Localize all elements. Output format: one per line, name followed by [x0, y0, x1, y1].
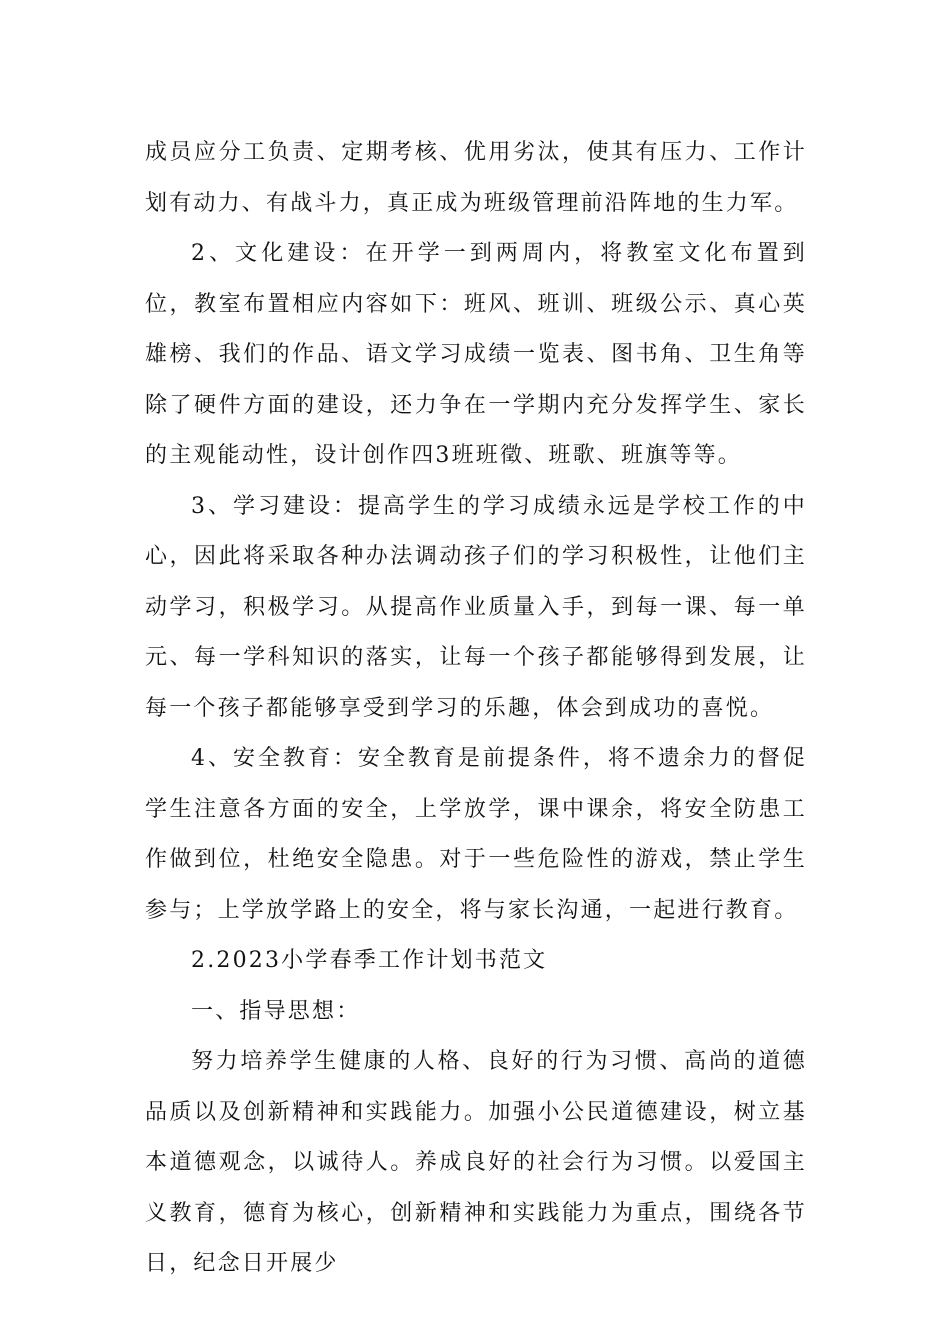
paragraph-culture-building: 2、文化建设：在开学一到两周内，将教室文化布置到位，教室布置相应内容如下：班风、班训、班级公示、真心英雄榜、我们的作品、语文学习成绩一览表、图书角、卫生角等除了硬件方面的建设，还力争在一学期内充分发挥学生、家长的主观能动性，设计创作四3班班徵、班歌、班旗等等。	[145, 241, 807, 468]
subsection-heading: 一、指导思想：	[191, 998, 361, 1024]
document-body	[145, 128, 807, 1290]
paragraph-guiding-thought: 努力培养学生健康的人格、良好的行为习惯、高尚的道德品质以及创新精神和实践能力。加强小公民道德建设，树立基本道德观念，以诚待人。养成良好的社会行为习惯。以爱国主义教育，德育为核心，创新精神和实践能力为重点，围绕各节日，纪念日开展少	[145, 1049, 807, 1276]
paragraph-1: 成员应分工负责、定期考核、优用劣汰，使其有压力、工作计划有动力、有战斗力，真正成为班级管理前沿阵地的生力军。	[145, 140, 807, 216]
section-heading: 2.2023小学春季工作计划书范文	[191, 948, 548, 973]
paragraph-study-building: 3、学习建设：提高学生的学习成绩永远是学校工作的中心，因此将采取各种办法调动孩子们的学习积极性，让他们主动学习，积极学习。从提高作业质量入手，到每一课、每一单元、每一学科知识的落实，让每一个孩子都能够得到发展，让每一个孩子都能够享受到学习的乐趣，体会到成功的喜悦。	[145, 493, 807, 721]
paragraph-safety-education: 4、安全教育：安全教育是前提条件，将不遗余力的督促学生注意各方面的安全，上学放学，课中课余，将安全防患工作做到位，杜绝安全隐患。对于一些危险性的游戏，禁止学生参与；上学放学路上的安全，将与家长沟通，一起进行教育。	[145, 746, 807, 923]
